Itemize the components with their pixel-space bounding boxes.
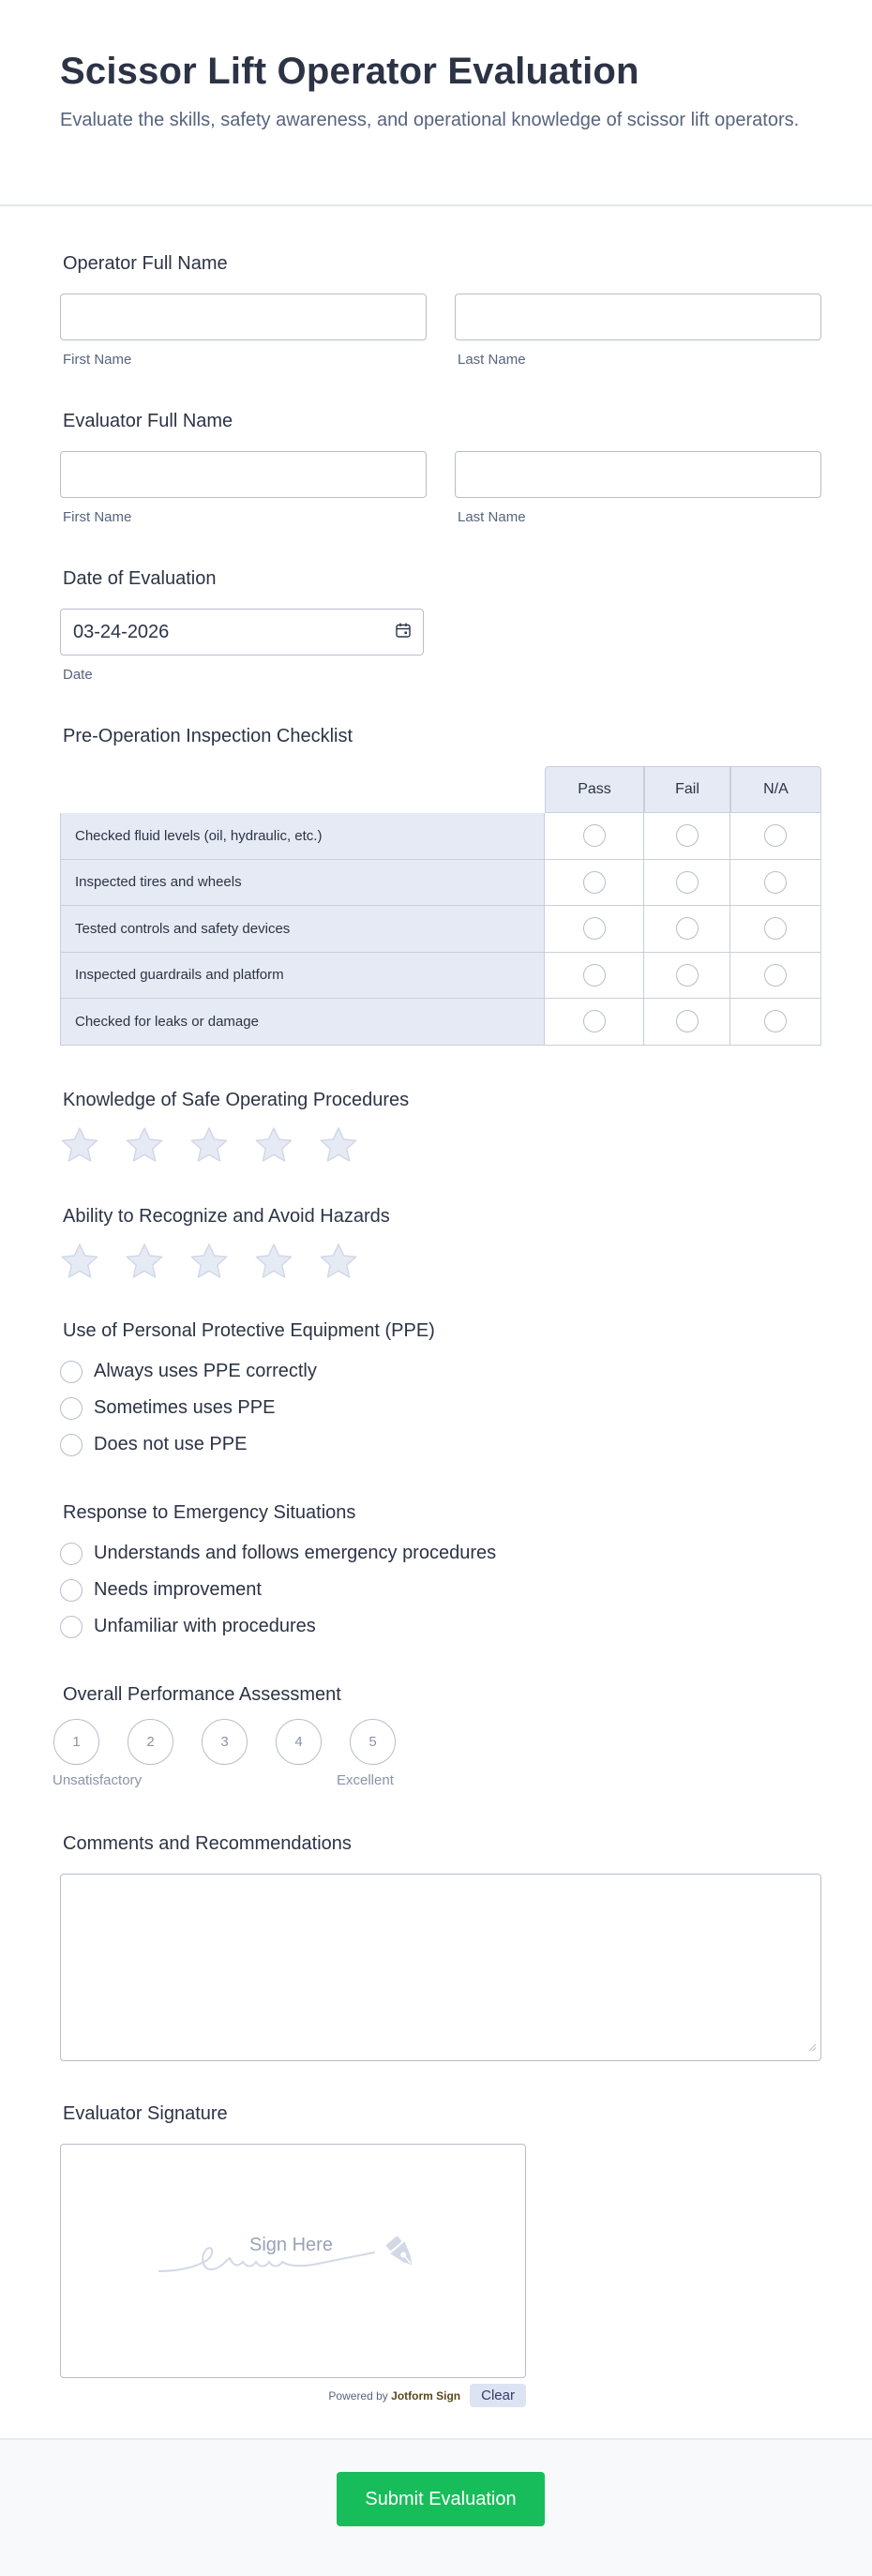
star-icon[interactable] <box>189 1243 229 1280</box>
matrix-row <box>60 999 821 1046</box>
star-icon[interactable] <box>319 1126 358 1164</box>
clear-signature-button[interactable]: Clear <box>470 2384 526 2407</box>
ppe-option-label: Does not use PPE <box>94 1434 248 1454</box>
scale-option-3[interactable]: 3 <box>202 1719 248 1765</box>
signature-pad[interactable] <box>60 2144 526 2378</box>
star-icon[interactable] <box>60 1243 99 1280</box>
matrix-radio-pass[interactable] <box>583 824 606 847</box>
emergency-field <box>60 1502 821 1645</box>
comments-textarea[interactable] <box>60 1874 821 2061</box>
radio-button[interactable] <box>60 1579 83 1602</box>
scale-option-1[interactable]: 1 <box>53 1719 99 1765</box>
operator-name-label: Operator Full Name <box>63 253 228 274</box>
comments-label: Comments and Recommendations <box>63 1833 352 1854</box>
submit-button[interactable]: Submit Evaluation <box>337 2472 545 2526</box>
emergency-label: Response to Emergency Situations <box>63 1502 356 1523</box>
radio-button[interactable] <box>60 1434 83 1456</box>
scale-high-label: Excellent <box>337 1772 394 1788</box>
operator-last-name-input[interactable] <box>455 294 821 340</box>
ppe-option-label: Always uses PPE correctly <box>94 1361 317 1381</box>
powered-by-text <box>328 2389 460 2403</box>
signature-label: Evaluator Signature <box>63 2103 228 2124</box>
radio-button[interactable] <box>60 1397 83 1420</box>
ppe-label: Use of Personal Protective Equipment (PPE) <box>63 1320 435 1341</box>
hazards-star-rating <box>60 1243 821 1280</box>
emergency-option[interactable] <box>60 1572 821 1608</box>
form-title: Scissor Lift Operator Evaluation <box>60 51 639 92</box>
matrix-row <box>60 860 821 907</box>
evaluator-name-field <box>60 411 821 525</box>
date-sublabel: Date <box>63 667 93 683</box>
matrix-radio-pass[interactable] <box>583 1010 606 1032</box>
inspection-matrix <box>60 766 821 1046</box>
evaluator-last-name-sublabel: Last Name <box>458 509 526 525</box>
pen-icon <box>382 2235 423 2272</box>
matrix-radio-fail[interactable] <box>676 964 699 987</box>
matrix-row <box>60 813 821 860</box>
matrix-radio-na[interactable] <box>764 824 787 847</box>
star-icon[interactable] <box>189 1126 229 1164</box>
matrix-radio-na[interactable] <box>764 871 787 894</box>
overall-scale <box>53 1719 821 1765</box>
matrix-row-label: Checked fluid levels (oil, hydraulic, etc.) <box>60 813 545 860</box>
operator-last-name-sublabel: Last Name <box>458 352 526 368</box>
radio-button[interactable] <box>60 1616 83 1638</box>
matrix-col-fail: Fail <box>644 766 730 813</box>
ppe-option[interactable] <box>60 1426 821 1463</box>
star-icon[interactable] <box>254 1243 293 1280</box>
calendar-icon[interactable] <box>395 622 412 643</box>
star-icon[interactable] <box>125 1126 164 1164</box>
evaluator-name-label: Evaluator Full Name <box>63 411 233 431</box>
hazards-rating-field <box>60 1206 821 1280</box>
matrix-row <box>60 906 821 953</box>
radio-button[interactable] <box>60 1361 83 1383</box>
star-icon[interactable] <box>60 1126 99 1164</box>
matrix-row-label: Tested controls and safety devices <box>60 906 545 953</box>
matrix-radio-fail[interactable] <box>676 824 699 847</box>
overall-performance-field <box>53 1684 821 1795</box>
operator-first-name-sublabel: First Name <box>63 352 132 368</box>
matrix-radio-na[interactable] <box>764 1010 787 1032</box>
matrix-radio-fail[interactable] <box>676 917 699 940</box>
matrix-row-label: Inspected tires and wheels <box>60 860 545 907</box>
scale-option-5[interactable]: 5 <box>350 1719 396 1765</box>
date-field <box>60 568 821 683</box>
matrix-radio-pass[interactable] <box>583 964 606 987</box>
date-value: 03-24-2026 <box>73 621 170 642</box>
signature-placeholder: Sign Here <box>249 2235 333 2255</box>
knowledge-star-rating <box>60 1126 821 1164</box>
powered-prefix: Powered by <box>328 2388 388 2403</box>
matrix-radio-fail[interactable] <box>676 1010 699 1032</box>
star-icon[interactable] <box>319 1243 358 1280</box>
star-icon[interactable] <box>125 1243 164 1280</box>
matrix-radio-pass[interactable] <box>583 871 606 894</box>
scale-option-4[interactable]: 4 <box>276 1719 322 1765</box>
knowledge-rating-field <box>60 1090 821 1164</box>
resize-handle-icon[interactable] <box>807 2040 817 2056</box>
ppe-option-label: Sometimes uses PPE <box>94 1397 276 1418</box>
matrix-radio-fail[interactable] <box>676 871 699 894</box>
emergency-option-label: Needs improvement <box>94 1579 262 1600</box>
hazards-label: Ability to Recognize and Avoid Hazards <box>63 1206 390 1227</box>
checklist-label: Pre-Operation Inspection Checklist <box>63 726 353 746</box>
emergency-option[interactable] <box>60 1535 821 1572</box>
emergency-option[interactable] <box>60 1608 821 1645</box>
scale-low-label: Unsatisfactory <box>53 1772 143 1788</box>
matrix-radio-pass[interactable] <box>583 917 606 940</box>
powered-brand: Jotform Sign <box>391 2388 461 2403</box>
inspection-checklist-field <box>60 726 821 1046</box>
form-description: Evaluate the skills, safety awareness, and operational knowledge of scissor lift operators. <box>60 110 800 130</box>
matrix-row-label: Inspected guardrails and platform <box>60 953 545 1000</box>
ppe-field <box>60 1320 821 1463</box>
form-header <box>0 0 872 206</box>
star-icon[interactable] <box>254 1126 293 1164</box>
matrix-col-na: N/A <box>730 766 821 813</box>
matrix-row <box>60 953 821 1000</box>
operator-name-field <box>60 253 821 368</box>
matrix-col-pass: Pass <box>545 766 644 813</box>
date-label: Date of Evaluation <box>63 568 217 589</box>
radio-button[interactable] <box>60 1543 83 1565</box>
matrix-radio-na[interactable] <box>764 917 787 940</box>
emergency-option-label: Unfamiliar with procedures <box>94 1616 316 1636</box>
overall-label: Overall Performance Assessment <box>63 1684 341 1705</box>
ppe-option[interactable] <box>60 1390 821 1426</box>
matrix-radio-na[interactable] <box>764 964 787 987</box>
evaluator-first-name-sublabel: First Name <box>63 509 132 525</box>
knowledge-label: Knowledge of Safe Operating Procedures <box>63 1090 410 1110</box>
ppe-option[interactable] <box>60 1353 821 1390</box>
evaluator-last-name-input[interactable] <box>455 451 821 498</box>
signature-field <box>60 2103 821 2407</box>
operator-first-name-input[interactable] <box>60 294 427 340</box>
comments-field <box>60 1833 821 2061</box>
evaluator-first-name-input[interactable] <box>60 451 427 498</box>
form-footer <box>0 2438 872 2576</box>
date-input[interactable] <box>60 609 424 655</box>
emergency-option-label: Understands and follows emergency procedures <box>94 1543 497 1563</box>
scale-option-2[interactable]: 2 <box>128 1719 173 1765</box>
matrix-row-label: Checked for leaks or damage <box>60 999 545 1046</box>
